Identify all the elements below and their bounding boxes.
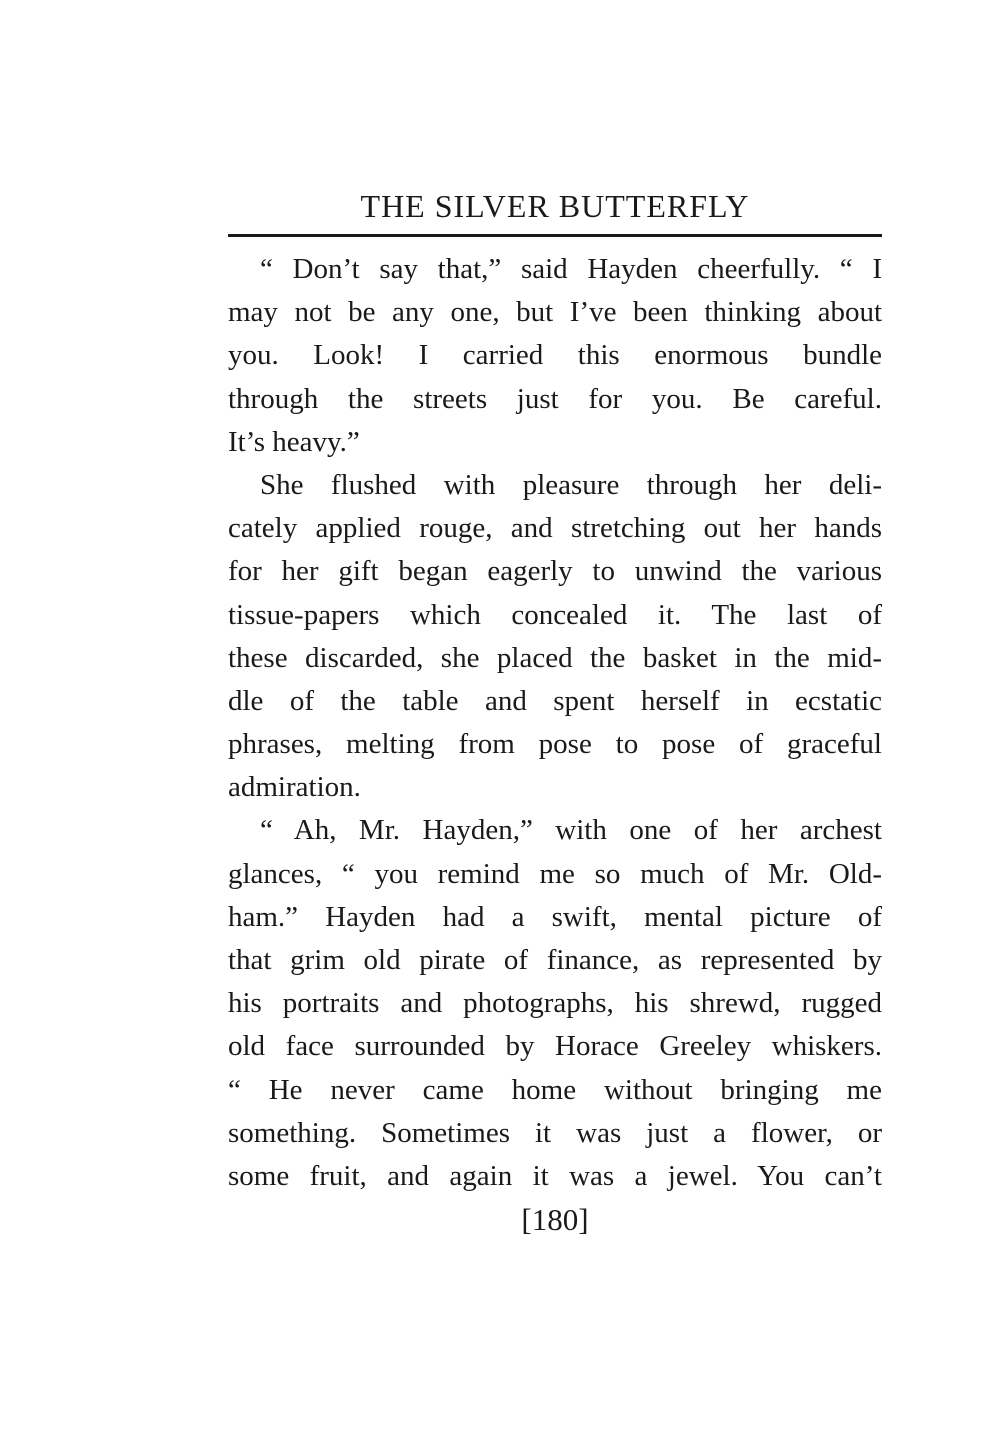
- text-line: through the streets just for you. Be careful.: [228, 382, 882, 415]
- text-line: these discarded, she placed the basket in the mid-: [228, 641, 882, 674]
- text-line: his portraits and photographs, his shrewd, rugged: [228, 987, 882, 1020]
- text-line: “ Don’t say that,” said Hayden cheerfully. “ I: [260, 253, 882, 285]
- text-line: that grim old pirate of finance, as represented by: [228, 944, 882, 976]
- header-rule: [228, 234, 882, 237]
- text-line: some fruit, and again it was a jewel. You can’t: [228, 1159, 882, 1192]
- text-line: ham.” Hayden had a swift, mental picture of: [228, 900, 882, 933]
- text-line: She flushed with pleasure through her deli-: [260, 468, 882, 501]
- text-line: tissue-papers which concealed it. The last of: [228, 598, 882, 631]
- text-line: It’s heavy.”: [228, 425, 360, 458]
- text-line: admiration.: [228, 771, 361, 804]
- text-line: something. Sometimes it was just a flower, or: [228, 1116, 882, 1149]
- paragraph: [228, 248, 882, 464]
- running-head: THE SILVER BUTTERFLY: [360, 188, 750, 224]
- text-line: cately applied rouge, and stretching out her hands: [228, 512, 882, 545]
- text-line: dle of the table and spent herself in ecstatic: [228, 684, 882, 717]
- paragraph: [228, 464, 882, 810]
- text-line: for her gift began eagerly to unwind the various: [228, 555, 882, 588]
- text-line: “ Ah, Mr. Hayden,” with one of her archest: [260, 814, 882, 847]
- paragraph: [228, 809, 882, 1198]
- body-text: [228, 248, 882, 1198]
- page-number: [180]: [521, 1202, 589, 1237]
- text-line: may not be any one, but I’ve been thinking about: [228, 296, 882, 329]
- text-line: phrases, melting from pose to pose of graceful: [228, 728, 882, 761]
- text-line: glances, “ you remind me so much of Mr. Old-: [228, 857, 882, 890]
- text-line: “ He never came home without bringing me: [228, 1073, 882, 1106]
- text-line: old face surrounded by Horace Greeley whiskers.: [228, 1030, 882, 1063]
- text-line: you. Look! I carried this enormous bundle: [228, 339, 882, 372]
